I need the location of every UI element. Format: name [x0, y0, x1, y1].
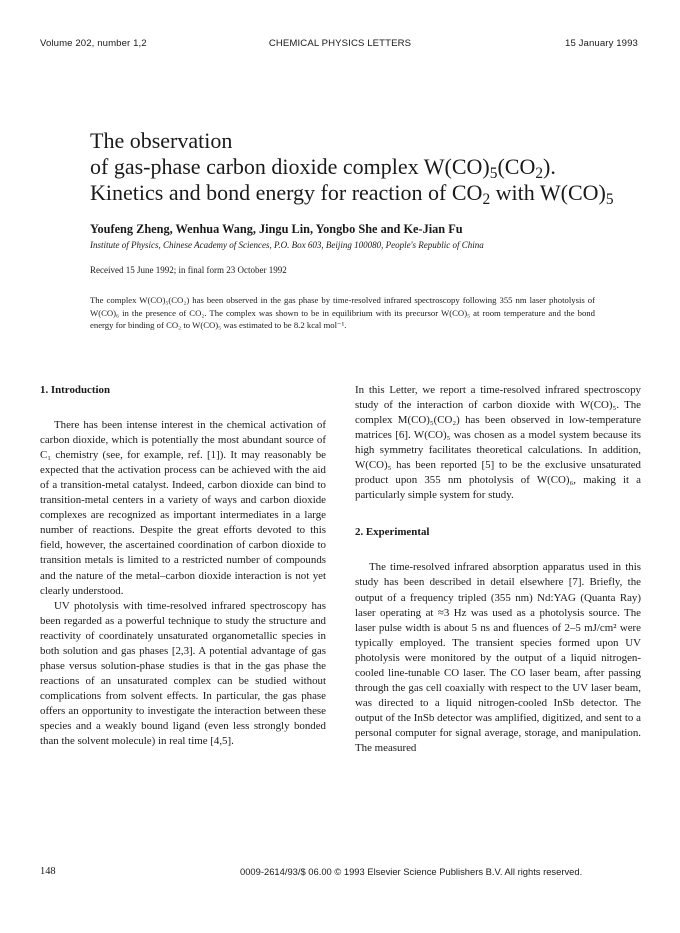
right-column [355, 383, 641, 756]
abstract: The complex W(CO)₅(CO₂) has been observed in the gas phase by time-resolved infrared spectroscopy following 355 nm laser photolysis of W(CO)₆ in the presence of CO₂. The complex was shown to be in equilibrium with its precursor W(CO)₅ at room temperature and the bond energy for binding of CO₂ to W(CO)₅ was estimated to be 8.2 kcal mol⁻¹. [90, 295, 595, 331]
journal-name: CHEMICAL PHYSICS LETTERS [268, 38, 412, 49]
issue-date: 15 January 1993 [565, 38, 638, 49]
body-paragraph: The time-resolved infrared absorption apparatus used in this study has been described in detail elsewhere [7]. Briefly, the output of a frequency tripled (355 nm) Nd:YAG (Quanta Ray) laser operating at ≈3 Hz was used as a photolysis source. The laser pulse width is about 5 ns and fluences of 2–5 mJ/cm² were typically employed. The transient species formed upon UV photolysis were monitored by the output of a liquid nitrogen-cooled line-tunable CO laser. The CO laser beam, after passing through the gas cell coaxially with respect to the UV laser beam, was directed to a liquid nitrogen-cooled InSb detector. The output of the InSb detector was amplified, digitized, and sent to a personal computer for signal average, storage, and manipulation. The measured [355, 561, 641, 754]
body-paragraph: There has been intense interest in the chemical activation of carbon dioxide, which is potentially the most abundant source of C₁ chemistry (see, for example, ref. [1]). It may reasonably be expected that the activation process can be achieved with the aid of a transition-metal catalyst. Indeed, carbon dioxide can bind to transition-metal centers in a variety of ways and carbon dioxide complexes are recognized as important intermediates in a large number of reactions. Despite the great efforts devoted to this field, however, the ascertained coordination of carbon dioxide to transition metals is limited to a restricted number of compounds and the nature of the metal–carbon dioxide interaction is not yet clearly understood. [40, 419, 326, 597]
title-line-2: of gas-phase carbon dioxide complex $W(CO)_5(CO_2)$. [90, 154, 556, 182]
page-number: 148 [40, 866, 56, 877]
left-column [40, 383, 326, 749]
author-list: Youfeng Zheng, Wenhua Wang, Jingu Lin, Yongbo She and Ke-Jian Fu [90, 222, 463, 236]
section-heading-experimental: 2. Experimental [355, 526, 430, 539]
title-line-3: Kinetics and bond energy for reaction of $CO_2$ with $W(CO)_5$ [90, 180, 614, 208]
body-paragraph: In this Letter, we report a time-resolved infrared spectroscopy study of the interaction of carbon dioxide with W(CO)₅. The complex M(CO)₅(CO₂) has been observed in low-temperature matrices [6]. W(CO)₅ was chosen as a model system because its high symmetry facilitates theoretical calculations. In addition, W(CO)₅ has been reported [5] to be the exclusive unsaturated product upon 355 nm photolysis of W(CO)₆, making it a particularly simple system for study. [355, 384, 641, 502]
received-dates: Received 15 June 1992; in final form 23 October 1992 [90, 265, 287, 275]
title-line-1: The observation [90, 128, 233, 153]
copyright-line: 0009-2614/93/$ 06.00 © 1993 Elsevier Science Publishers B.V. All rights reserved. [240, 866, 583, 877]
section-heading-introduction: 1. Introduction [40, 384, 110, 396]
affiliation: Institute of Physics, Chinese Academy of Sciences, P.O. Box 603, Beijing 100080, People's Republic of China [90, 240, 484, 250]
body-paragraph: UV photolysis with time-resolved infrared spectroscopy has been regarded as a powerful technique to study the structure and reactivity of coordinately unsaturated organometallic species in both solution and gas phases [2,3]. A potential advantage of gas phase versus solution-phase studies is that in the gas phase the reactions of an unsaturated complex can be studied without complications from solvent effects. In particular, the gas phase offers an opportunity to investigate the interaction between these species and a weakly bound ligand (even less strongly bonded than the solvent molecule) in real time [4,5]. [40, 599, 326, 748]
article-title [90, 128, 650, 206]
journal-volume: Volume 202, number 1,2 [40, 38, 147, 49]
